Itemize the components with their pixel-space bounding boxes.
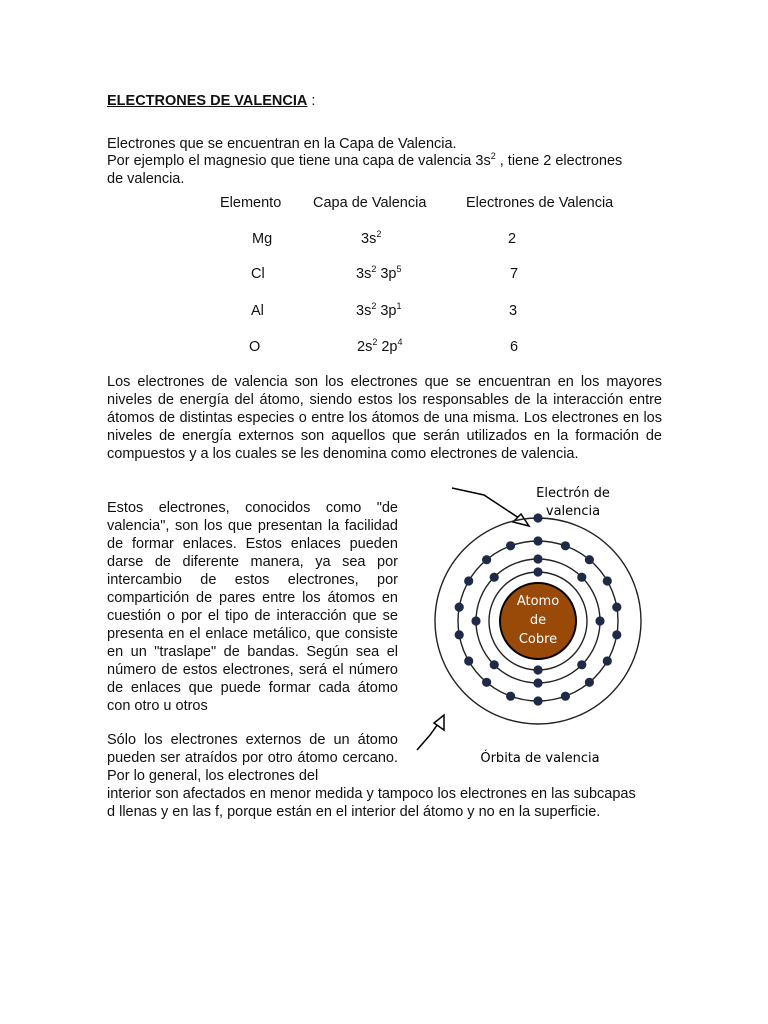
intro-line-3: de valencia. (107, 171, 185, 187)
table-cell-shell (356, 265, 402, 283)
shell-part: 3s (361, 231, 377, 247)
table-header-element: Elemento (220, 195, 282, 211)
electron (533, 696, 542, 705)
table-cell-electrons: 2 (508, 231, 517, 247)
table-cell-element: Cl (251, 266, 265, 282)
valence-electron (533, 513, 542, 522)
electron (533, 554, 542, 563)
copper-atom-diagram (410, 478, 660, 778)
electron (585, 678, 594, 687)
electron (455, 630, 464, 639)
shell-part: 2p (377, 339, 398, 355)
intro-line-2-a: Por ejemplo el magnesio que tiene una capa de valencia 3s (107, 153, 491, 169)
electron (612, 630, 621, 639)
electron (464, 656, 473, 665)
electron (482, 678, 491, 687)
intro-line-2 (107, 152, 622, 170)
electron (603, 576, 612, 585)
electron (612, 603, 621, 612)
electron (533, 665, 542, 674)
electron (533, 536, 542, 545)
nucleus-text-3: Cobre (518, 632, 558, 647)
electron (464, 576, 473, 585)
electron (561, 541, 570, 550)
electron (506, 541, 515, 550)
electron (455, 603, 464, 612)
electron (577, 660, 586, 669)
table-cell-shell (357, 338, 403, 356)
table-cell-element: Al (251, 303, 264, 319)
paragraph-valence-definition: Los electrones de valencia son los electrones que se encuentran en los mayores niveles de energía del átomo, siendo estos los responsables de la interacción entre átomos de distintas especies o entre los átomos de una misma. Los electrones en los niveles de energía externos son aquellos que serán utilizados en la formación de compuestos y a los cuales se les denomina como electrones de valencia. (107, 374, 662, 462)
shell-part: 3s (356, 303, 372, 319)
electron (577, 573, 586, 582)
electron (603, 656, 612, 665)
shell-sup: 4 (397, 337, 403, 347)
intro-line-1: Electrones que se encuentran en la Capa de Valencia. (107, 136, 457, 152)
nucleus-text-1: Atomo (516, 594, 560, 609)
shell-sup: 2 (371, 264, 377, 274)
shell-part: 3p (376, 266, 397, 282)
electron (561, 692, 570, 701)
paragraph-external-electrons-line-2: interior son afectados en menor medida y tampoco los electrones en las subcapas (107, 786, 636, 802)
table-cell-electrons: 3 (509, 303, 518, 319)
label-valence-electron-1: Electrón de (536, 486, 610, 501)
table-cell-element: Mg (252, 231, 273, 247)
table-header-shell: Capa de Valencia (313, 195, 427, 211)
electron (533, 567, 542, 576)
electron (506, 692, 515, 701)
intro-line-2-b: , tiene 2 electrones (495, 153, 623, 169)
electron (482, 555, 491, 564)
shell-sup: 5 (396, 264, 402, 274)
title-suffix: : (307, 93, 316, 109)
label-valence-electron-2: valencia (545, 504, 601, 519)
electron (533, 678, 542, 687)
shell-sup: 2 (376, 229, 382, 239)
paragraph-external-electrons: Sólo los electrones externos de un átomo pueden ser atraídos por otro átomo cercano. Por lo general, los electrones del (107, 732, 398, 784)
shell-sup: 2 (371, 301, 377, 311)
table-cell-shell (361, 230, 381, 248)
electron (585, 555, 594, 564)
paragraph-bonding: Estos electrones, conocidos como "de valencia", son los que presentan la facilidad de formar enlaces. Estos enlaces pueden darse de diferente manera, ya sea por intercambio de estos electrones, por compartición de pares entre los átomos en cuestión o por el tipo de interacción que se presenta en el enlace metálico, que consiste en un "traslape" de bandas. Según sea el número de estos electrones, será el número de enlaces que puede formar cada átomo con otro u otros (107, 500, 398, 714)
electron (595, 616, 604, 625)
table-cell-electrons: 6 (510, 339, 519, 355)
nucleus-text-2: de (529, 613, 547, 628)
table-cell-electrons: 7 (510, 266, 519, 282)
table-cell-element: O (249, 339, 261, 355)
arrow-top-line (452, 488, 525, 522)
table-cell-shell (356, 302, 402, 320)
shell-sup: 2 (372, 337, 378, 347)
electron (490, 660, 499, 669)
shell-sup: 1 (396, 301, 402, 311)
label-valence-orbit: Órbita de valencia (480, 751, 600, 766)
page-title (107, 92, 315, 110)
table-header-electrons: Electrones de Valencia (466, 195, 614, 211)
shell-part: 3p (376, 303, 397, 319)
paragraph-external-electrons-line-3: d llenas y en las f, porque están en el interior del átomo y no en la superficie. (107, 804, 601, 820)
shell-part: 3s (356, 266, 372, 282)
intro-line-2-sup: 2 (490, 151, 496, 161)
electron (490, 573, 499, 582)
title-text: ELECTRONES DE VALENCIA (107, 93, 308, 109)
shell-part: 2s (357, 339, 373, 355)
electron (471, 616, 480, 625)
